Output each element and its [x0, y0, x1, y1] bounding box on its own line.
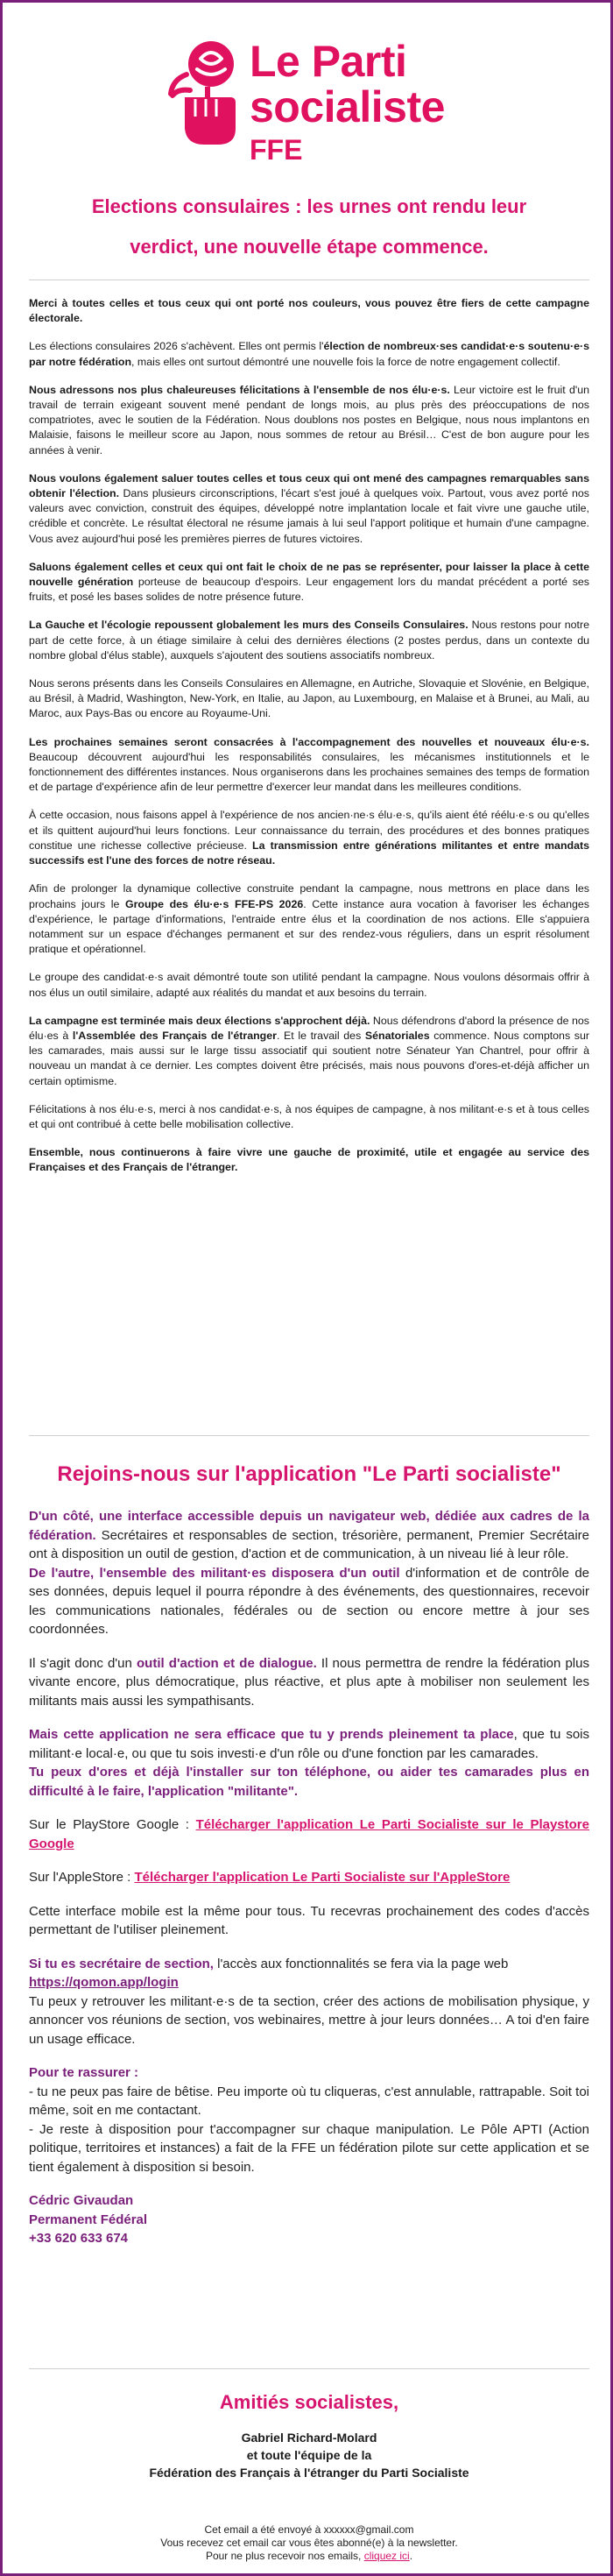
app-paragraph: D'un côté, une interface accessible depuis un navigateur web, dédiée aux cadres de la fédération. Secrétaires et responsables de section, trésorière, permanent, Premier Secrétaire ont à disposition un outil de gestion, d'action et de communication, à un niveau lié à leur rôle. De l'autre, l'ensemble des militant·es disposera d'un outil d'information et de contrôle de ses données, depuis lequel il pourra répondre à des événements, des questionnaires, recevoir les communications nationales, fédérales ou de section ou encore mettre à jour ses coordonnées.	[29, 1509, 589, 1637]
logo-line-3: FFE	[250, 134, 303, 166]
article-paragraph: Le groupe des candidat·e·s avait démontré toute son utilité pendant la campagne. Nous voulons désormais offrir à nos élus un outil similaire, adapté aux réalités du mandat et aux besoins du terrain.	[29, 971, 589, 999]
divider-bottom	[29, 2368, 589, 2369]
headline-line-2: verdict, une nouvelle étape commence.	[130, 236, 489, 258]
article-paragraph: Nous serons présents dans les Conseils Consulaires en Allemagne, en Autriche, Slovaquie et Slovénie, en Belgique, au Brésil, à Madrid, Washington, New-York, en Italie, au Japon, au Luxembourg, en Malaise et à Brunei, au Mali, au Maroc, aux Pays-Bas ou encore au Royaume-Uni.	[29, 677, 589, 720]
article-paragraph: Nous adressons nos plus chaleureuses félicitations à l'ensemble de nos élu·e·s. Leur victoire est le fruit d'un travail de terrain exigeant souvent mené pendant de longs mois, au plus près des préoccupations de nos compatriotes, avec le soutien de la Fédération. Nous doublons nos postes en Belgique, nous nous implantons en Malaisie, faisons le meilleur score au Japon, nous sommes de retour au Brésil… C'est de bon augure pour les années à venir.	[29, 383, 589, 456]
contact-signature	[29, 2191, 589, 2248]
article-paragraph: La campagne est terminée mais deux élections s'approchent déjà. Nous défendrons d'abord la présence de nos élu·es à l'Assemblée des Français de l'étranger. Et le travail des Sénatoriales commence. Nous comptons sur les camarades, mais aussi sur le large tissu associatif qui soutient notre Sénateur Yan Chantrel, pour offrir à nouveau un mandat à ce dernier. Les comptes doivent être précisés, mais nous pouvons d'ores-et-déjà afficher un certain optimisme.	[29, 1014, 589, 1087]
unsubscribe-link[interactable]: cliquez ici	[363, 2550, 410, 2562]
applestore-link[interactable]: Télécharger l'application Le Parti Socialiste sur l'AppleStore	[134, 1870, 511, 1885]
closing-signature	[29, 2429, 589, 2481]
footer-line-1: Cet email a été envoyé à xxxxxx@gmail.com	[204, 2523, 414, 2536]
reassure-block: Pour te rassurer : - tu ne peux pas faire de bêtise. Peu importe où tu cliqueras, c'est annulable, rattrapable. Soit toi même, soit en me contactant. - Je reste à disposition pour t'accompagner sur chaque manipulation. Le Pôle APTI (Action politique, territoires et instances) a fait de la FFE un fédération pilote sur cette application et se tient également à disposition si besoin.	[29, 2065, 589, 2175]
contact-role: Permanent Fédéral	[29, 2212, 148, 2227]
article-paragraph: Saluons également celles et ceux qui ont fait le choix de ne pas se représenter, pour laisser la place à cette nouvelle génération porteuse de beaucoup d'espoirs. Leur engagement lors du mandat précédent a porté ses fruits, et posé les bases solides de notre présence future.	[29, 560, 589, 604]
playstore-line: Sur le PlayStore Google : Télécharger l'application Le Parti Socialiste sur le Playstore Google	[29, 1817, 589, 1851]
app-section	[29, 1461, 589, 2248]
applestore-line: Sur l'AppleStore : Télécharger l'application Le Parti Socialiste sur l'AppleStore	[29, 1870, 511, 1885]
headline	[20, 187, 598, 267]
contact-name: Cédric Givaudan	[29, 2193, 134, 2208]
headline-line-1: Elections consulaires : les urnes ont rendu leur	[91, 195, 527, 217]
logo-wordmark	[250, 39, 445, 164]
qomon-login-link[interactable]: https://qomon.app/login	[29, 1975, 179, 1990]
logo-line-2: socialiste	[250, 82, 445, 131]
app-paragraph: Mais cette application ne sera efficace que tu y prends pleinement ta place, que tu sois militant·e local·e, ou que tu sois investi·e d'un rôle ou d'une fonction par les camarades. Tu peux d'ores et déjà l'installer sur ton téléphone, ou aider tes camarades plus en difficulté à le faire, l'application "militante".	[29, 1727, 589, 1799]
signature-line-2: et toute l'équipe de la	[246, 2448, 372, 2462]
app-paragraph: Si tu es secrétaire de section, l'accès aux fonctionnalités se fera via la page web https://qomon.app/login Tu peux y retrouver les militant·e·s de ta section, créer des actions de mobilisation physique, y annoncer vos réunions de section, vos webinaires, mettre à jour leurs données… A toi d'en faire un usage efficace.	[29, 1956, 589, 2047]
app-section-title: Rejoins-nous sur l'application "Le Parti socialiste"	[57, 1462, 561, 1486]
app-paragraph: Il s'agit donc d'un outil d'action et de dialogue. Il nous permettra de rendre la fédération plus vivante encore, plus démocratique, plus réactive, et plus apte à mobiliser non seulement les militants mais aussi les sympathisants.	[29, 1655, 589, 1709]
article-paragraph: Félicitations à nos élu·e·s, merci à nos candidat·e·s, à nos équipes de campagne, à nos militant·e·s et à tous celles et qui ont contribué à cette belle mobilisation collective.	[29, 1102, 589, 1130]
article-paragraph: À cette occasion, nous faisons appel à l'expérience de nos ancien·ne·s élu·e·s, qu'ils aient été réélu·e·s ou qu'elles et ils quittent aujourd'hui leurs fonctions. Leur connaissance du terrain, des procédures et des bonnes pratiques constitue une richesse collective précieuse. La transmission entre générations militantes et entre mandats successifs est l'une des forces de notre réseau.	[29, 809, 589, 867]
signature-line-3: Fédération des Français à l'étranger du Parti Socialiste	[149, 2466, 469, 2480]
article-paragraph: Nous voulons également saluer toutes celles et tous ceux qui ont mené des campagnes remarquables sans obtenir l'élection. Dans plusieurs circonscriptions, l'écart s'est joué à quelques voix. Partout, vous avez porté nos valeurs avec conviction, construit des équipes, développé notre implantation locale et fait vivre une gauche utile, crédible et concrète. Le résultat électoral ne résume jamais à lui seul l'apport politique et humain d'une campagne. Vous avez aujourd'hui posé les premières pierres de futures victoires.	[29, 471, 589, 545]
footer-line-3: Pour ne plus recevoir nos emails, cliquez ici.	[205, 2550, 413, 2562]
signature-name: Gabriel Richard-Molard	[241, 2431, 377, 2445]
article-body	[29, 296, 589, 1189]
divider-middle	[29, 1435, 589, 1436]
article-paragraph: Les prochaines semaines seront consacrées à l'accompagnement des nouvelles et nouveaux élu·e·s. Beaucoup découvrent aujourd'hui les responsabilités consulaires, les mécanismes institutionnels et le fonctionnement des différentes instances. Nous organiserons dans les prochaines semaines des temps de formation et de partage d'expérience afin de leur permettre d'exercer leur mandat dans les meilleures conditions.	[29, 735, 589, 794]
article-paragraph: Ensemble, nous continuerons à faire vivre une gauche de proximité, utile et engagée au service des Françaises et des Français de l'étranger.	[29, 1146, 589, 1174]
article-paragraph: Afin de prolonger la dynamique collective construite pendant la campagne, nous mettrons en place dans les prochains jours le Groupe des élu·e·s FFE-PS 2026. Cette instance aura vocation à favoriser les échanges d'expérience, le partage d'informations, l'entraide entre élus et la coordination de nos actions. Elle s'appuiera notamment sur un espace d'échanges permanent et sur des rendez-vous réguliers, dans un esprit résolument pratique et opérationnel.	[29, 882, 589, 956]
logo-line-1: Le Parti	[250, 37, 407, 86]
contact-phone: +33 620 633 674	[29, 2231, 129, 2246]
article-paragraph: La Gauche et l'écologie repoussent globalement les murs des Conseils Consulaires. Nous restons pour notre part de cette force, à un étiage similaire à celui des dernières élections (2 postes perdus, dans un contexte du nombre global d'élus stable), auxquels s'ajoutent des soutiens associatifs nombreux.	[29, 619, 590, 662]
app-paragraph: Cette interface mobile est la même pour tous. Tu recevras prochainement des codes d'accès permettant de l'utiliser pleinement.	[29, 1903, 589, 1937]
article-paragraph: Les élections consulaires 2026 s'achèvent. Elles ont permis l'élection de nombreux·ses candidat·e·s soutenu·e·s par notre fédération, mais elles ont surtout démontré une nouvelle fois la force de notre engagement collectif.	[29, 340, 590, 368]
closing-greeting: Amitiés socialistes,	[219, 2391, 399, 2413]
email-footer	[29, 2523, 589, 2563]
playstore-link[interactable]: Télécharger l'application Le Parti Socialiste sur le Playstore Google	[29, 1817, 589, 1851]
rose-fist-icon	[166, 36, 246, 150]
article-paragraph: Merci à toutes celles et tous ceux qui ont porté nos couleurs, vous pouvez être fiers de cette campagne électorale.	[29, 297, 589, 325]
closing-block	[29, 2390, 589, 2481]
party-logo	[166, 36, 454, 166]
footer-line-2: Vous recevez cet email car vous êtes abonné(e) à la newsletter.	[160, 2537, 458, 2549]
